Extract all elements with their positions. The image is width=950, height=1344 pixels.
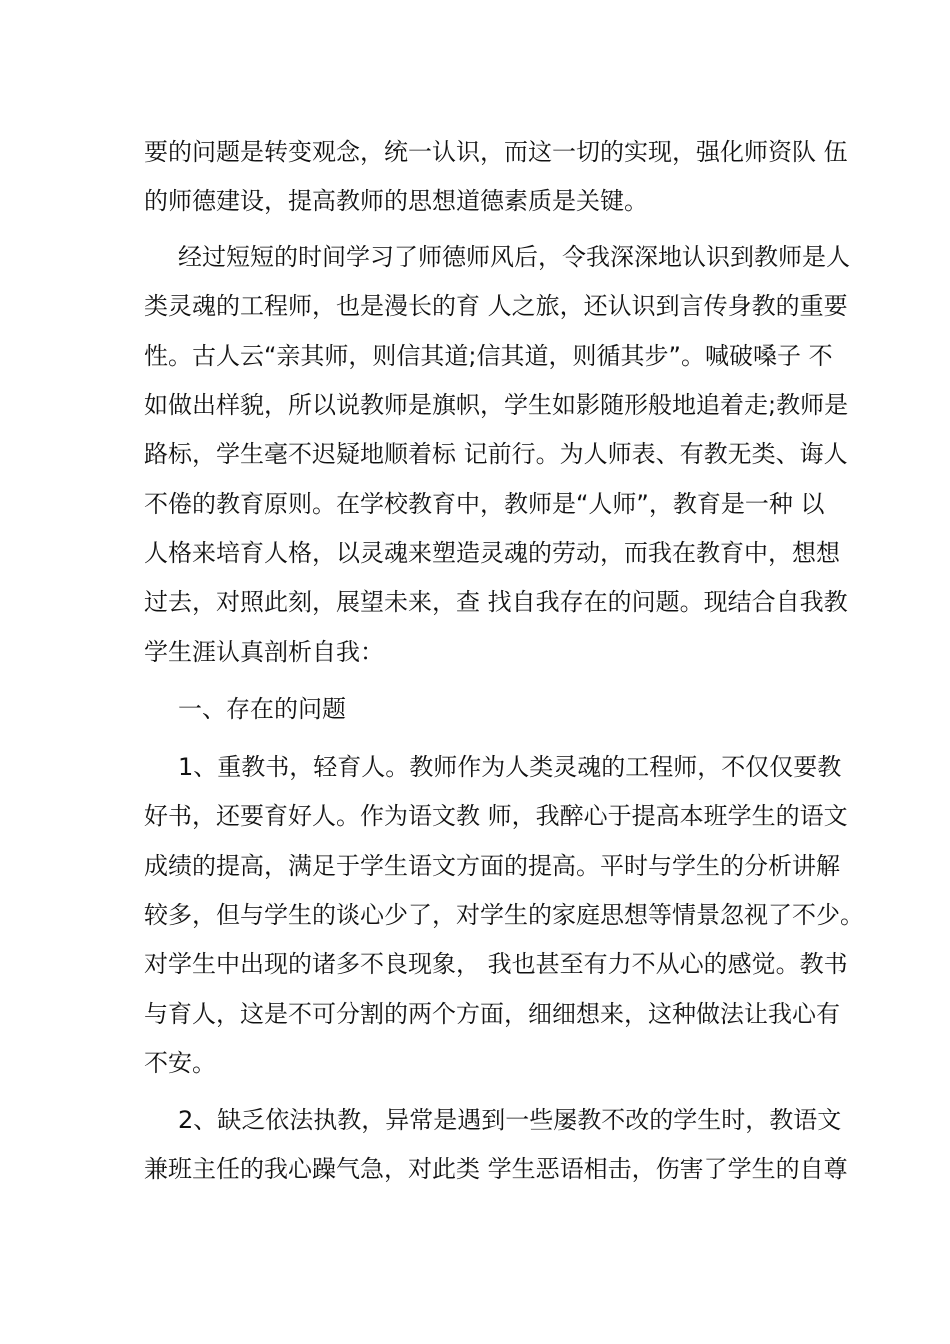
text-line-7: 路标，学生毫不迟疑地顺着标 记前行。为人师表、有教无类、诲人 [144,440,848,468]
text-line-20: 2、缺乏依法执教，异常是遇到一些屡教不改的学生时，教语文 [178,1106,842,1134]
text-line-9: 人格来培育人格，以灵魂来塑造灵魂的劳动，而我在教育中，想想 [144,539,840,567]
section-heading: 一、存在的问题 [178,695,346,723]
text-line-14: 好书，还要育好人。作为语文教 师，我醉心于提高本班学生的语文 [144,802,848,830]
text-line-13: 1、重教书，轻育人。教师作为人类灵魂的工程师，不仅仅要教 [178,753,842,781]
text-line-18: 与育人，这是不可分割的两个方面，细细想来，这种做法让我心有 [144,1000,840,1028]
text-line-1: 要的问题是转变观念，统一认识，而这一切的实现，强化师资队 伍 [144,138,848,166]
text-line-17: 对学生中出现的诸多不良现象， 我也甚至有力不从心的感觉。教书 [144,950,848,978]
text-line-8: 不倦的教育原则。在学校教育中，教师是“人师”，教育是一种 以 [144,490,825,518]
text-line-3: 经过短短的时间学习了师德师风后，令我深深地认识到教师是人 [178,243,850,271]
text-line-4: 类灵魂的工程师，也是漫长的育 人之旅，还认识到言传身教的重要 [144,292,848,320]
text-line-15: 成绩的提高，满足于学生语文方面的提高。平时与学生的分析讲解 [144,852,840,880]
text-line-5: 性。古人云“亲其师，则信其道;信其道，则循其步”。喊破嗓子 不 [144,342,833,370]
text-line-6: 如做出样貌，所以说教师是旗帜，学生如影随形般地追着走;教师是 [144,391,849,419]
text-line-10: 过去，对照此刻，展望未来，查 找自我存在的问题。现结合自我教 [144,588,848,616]
text-line-2: 的师德建设，提高教师的思想道德素质是关键。 [144,187,648,215]
text-line-21: 兼班主任的我心躁气急，对此类 学生恶语相击，伤害了学生的自尊 [144,1155,848,1183]
text-line-11: 学生涯认真剖析自我： [144,638,384,666]
text-line-19: 不安。 [144,1049,216,1077]
text-line-16: 较多，但与学生的谈心少了，对学生的家庭思想等情景忽视了不少。 [144,901,864,929]
